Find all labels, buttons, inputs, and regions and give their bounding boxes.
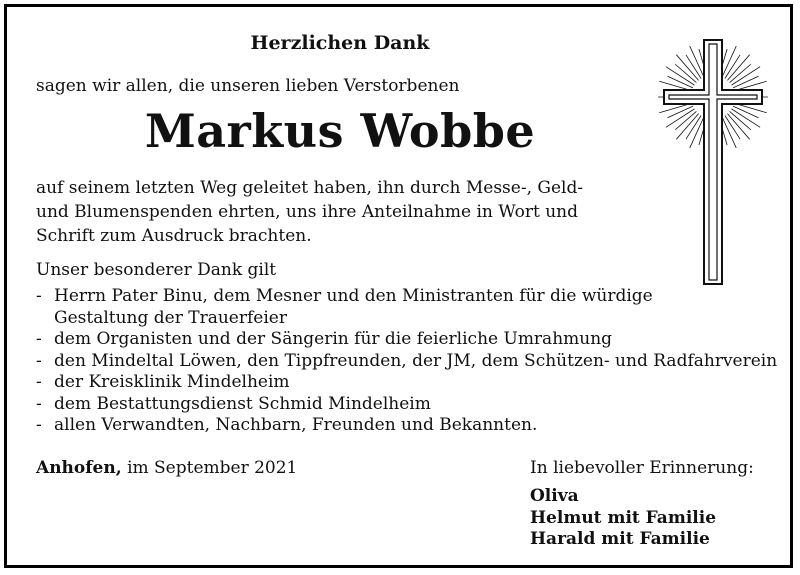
paragraph-line: Schrift zum Ausdruck brachten. [36, 226, 312, 246]
list-item [36, 394, 776, 416]
signers [530, 486, 716, 551]
list-item-text: Herrn Pater Binu, dem Mesner und den Ministranten für die würdige [54, 286, 653, 306]
list-bullet: - [36, 415, 42, 435]
signer: Helmut mit Familie [530, 507, 717, 528]
list-bullet: - [36, 372, 42, 392]
list-item-text: dem Bestattungsdienst Schmid Mindelheim [54, 393, 431, 414]
memory-line: In liebevoller Erinnerung: [530, 458, 754, 478]
list-bullet: - [36, 286, 42, 306]
list-item [36, 329, 776, 351]
list-item [36, 351, 776, 373]
place-date [36, 458, 297, 478]
list-bullet: - [36, 329, 42, 349]
intro-line: sagen wir allen, die unseren lieben Verstorbenen [36, 76, 460, 96]
paragraph-line: auf seinem letzten Weg geleitet haben, ihn durch Messe-, Geld- [36, 178, 584, 198]
date: im September 2021 [127, 458, 298, 478]
list-item [36, 415, 776, 437]
list-item [36, 372, 776, 394]
list-item-text: Gestaltung der Trauerfeier [54, 307, 287, 328]
place: Anhofen, [36, 458, 122, 478]
list-item-text: der Kreisklinik Mindelheim [54, 372, 290, 392]
thanks-paragraph [36, 176, 596, 248]
list-item-text: den Mindeltal Löwen, den Tippfreunden, der JM, dem Schützen- und Radfahrverein [54, 350, 778, 371]
heading: Herzlichen Dank [250, 32, 430, 54]
signer: Harald mit Familie [530, 529, 710, 549]
signer: Oliva [530, 486, 579, 506]
thanks-intro: Unser besonderer Dank gilt [36, 260, 277, 280]
deceased-name: Markus Wobbe [144, 104, 536, 158]
list-item-text: dem Organisten und der Sängerin für die feierliche Umrahmung [54, 329, 613, 349]
list-item [36, 286, 776, 329]
list-bullet: - [36, 393, 42, 414]
list-bullet: - [36, 350, 42, 371]
thanks-list [36, 286, 776, 437]
cross-with-rays-icon [658, 38, 768, 292]
paragraph-line: und Blumenspenden ehrten, uns ihre Anteilnahme in Wort und [36, 202, 578, 222]
list-item-text: allen Verwandten, Nachbarn, Freunden und Bekannten. [54, 415, 538, 435]
